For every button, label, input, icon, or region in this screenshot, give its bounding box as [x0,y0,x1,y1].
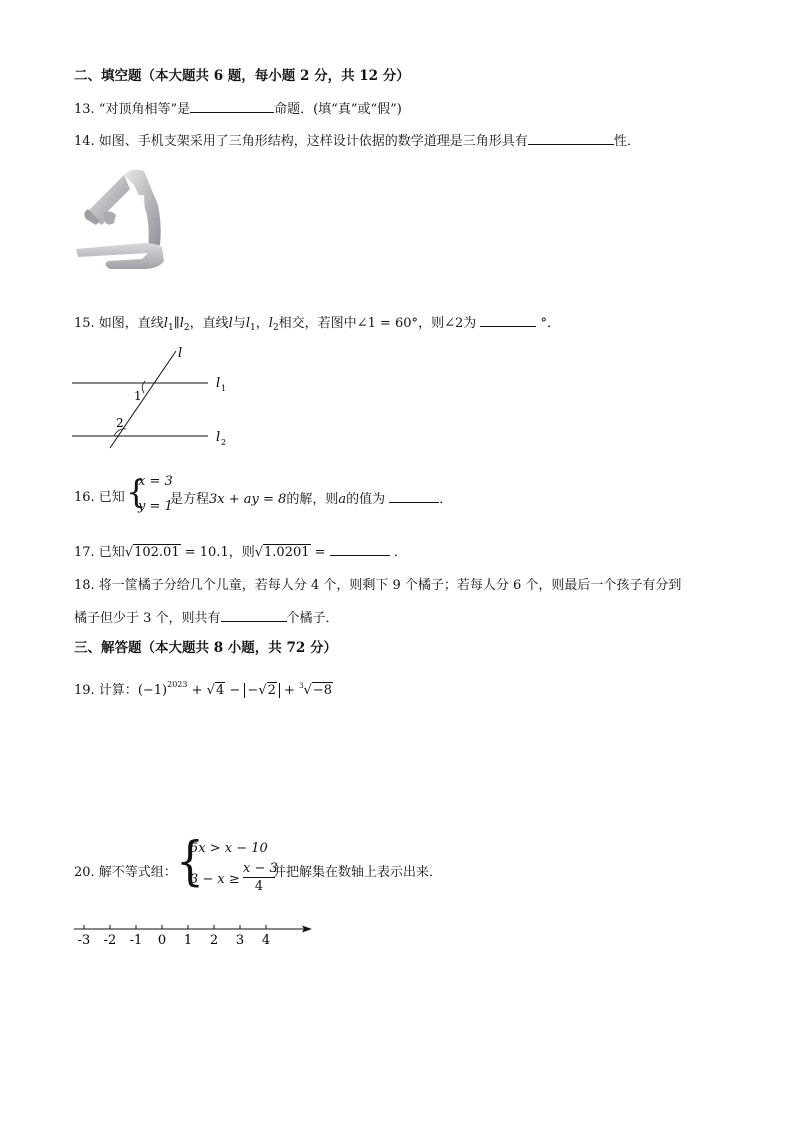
question-17: 17. 已知√102.01 = 10.1，则√1.0201 = ． [74,542,407,562]
q16-a: a [338,492,347,507]
q20-system-row2: 3 − x ≥ [190,872,240,887]
q19-label: 19. 计算： [74,683,138,698]
q20-fraction-denominator: 4 [254,879,264,894]
q17-eq-1: = 10.1 [180,545,229,560]
q15-text-2: ，直线 [189,316,229,331]
label-angle-2: 2 [116,416,124,430]
q17-sqrt-1: √102.01 [124,545,180,560]
q15-text-5: 相交，若图中 [278,316,357,331]
number-line-label: 2 [209,933,219,948]
q14-answer-blank[interactable] [528,131,614,145]
label-l: l [178,346,183,361]
question-18-line1: 18. 将一筐橘子分给几个儿童，若每人分 4 个，则剩下 9 个橘子；若每人分 6 个，则最后一个孩子有分到 [74,578,682,593]
q15-l2-b: $l_2$ [268,316,279,333]
number-line-label: -1 [129,933,143,948]
number-line-label: -3 [77,933,91,948]
section-heading-fill: 二、填空题（本大题共 6 题，每小题 2 分，共 12 分） [74,68,410,84]
q15-l1-b: $l_1$ [245,316,256,333]
q17-text-2: ，则 [228,545,255,560]
q20-brace: { [176,830,204,892]
q19-exponent: 2023 [167,680,188,689]
q19-base: (−1) [137,683,168,698]
question-18-line2: 橘子但少于 3 个，则共有 个橘子． [74,608,339,628]
q17-sqrt-2: √1.0201 [254,545,310,560]
q19-sqrt4: √4 [206,683,225,698]
section-heading-answer: 三、解答题（本大题共 8 小题，共 72 分） [74,640,337,656]
question-15 [74,313,560,337]
question-13 [74,99,402,119]
question-19: 19. 计算：$(-1)^{2023} + √4 - -√2 + ^3√-8$ [74,680,332,698]
label-l1-sub: 1 [221,384,227,393]
q15-text-3: 与 [232,316,246,331]
transversal-l [110,351,176,448]
question-14 [74,131,640,151]
label-angle-1: 1 [134,389,142,403]
q15-text-7: 为 [463,316,477,331]
phone-stand-image [74,165,174,273]
number-line-label: 3 [235,933,245,948]
q13-prefix: 13. “对顶角相等”是 [74,102,191,117]
number-line-label: 1 [183,933,193,948]
q15-parallel-symbol: ∥ [173,316,180,331]
q15-suffix: °． [540,316,561,331]
q13-answer-blank[interactable] [190,99,274,113]
q15-angle1: ∠1 = 60° [356,316,419,331]
q17-eq-2: = [310,545,326,560]
q16-equation: 3x + ay = 8 [209,492,287,507]
q20-label: 20. 解不等式组： [74,865,177,880]
number-line [72,918,322,950]
q14-prefix: 14. 如图、手机支架采用了三角形结构，这样设计依据的数学道理是三角形具有 [74,134,528,149]
q17-answer-blank[interactable] [330,542,390,556]
q15-text-6: ，则 [418,316,445,331]
q16-answer-blank[interactable] [389,489,439,503]
parallel-lines-figure [70,345,240,450]
q16-text-1: 16. 已知 [74,490,125,505]
q15-angle2: ∠2 [444,316,464,331]
label-l1: l [216,376,221,391]
q15-text-1: 15. 如图，直线 [74,316,164,331]
q17-text-1: 17. 已知 [74,545,125,560]
q15-l: l [228,316,233,331]
q16-system-row1: x = 3 [138,474,173,489]
q18-answer-blank[interactable] [221,608,287,622]
q20-instruction: 并把解集在数轴上表示出来． [273,865,443,880]
q20-system-row1: 5x > x − 10 [190,841,268,856]
q19-cuberoot: $^3$√−8 [299,682,332,698]
q15-text-4: ， [255,316,269,331]
q20-fraction-numerator: x − 3 [243,861,278,876]
number-line-label: -2 [103,933,117,948]
q16-brace: { [126,473,147,511]
q16-system-row2: y = 1 [138,499,173,514]
number-line-label: 4 [261,933,271,948]
q20-fraction [243,861,278,896]
q14-suffix: 性． [613,134,640,149]
label-l2-sub: 2 [221,438,227,447]
q15-l2: $l_2$ [179,316,190,333]
q13-suffix: 命题．(填“真”或“假”) [274,102,402,117]
q15-l1: $l_1$ [163,316,174,333]
label-l2: l [216,430,221,445]
q19-abs: −√2 [244,683,279,698]
q15-answer-blank[interactable] [480,313,536,327]
number-line-label: 0 [157,933,167,948]
q16-rest: 是方程3x + ay = 8的解，则a的值为 ． [170,489,452,509]
